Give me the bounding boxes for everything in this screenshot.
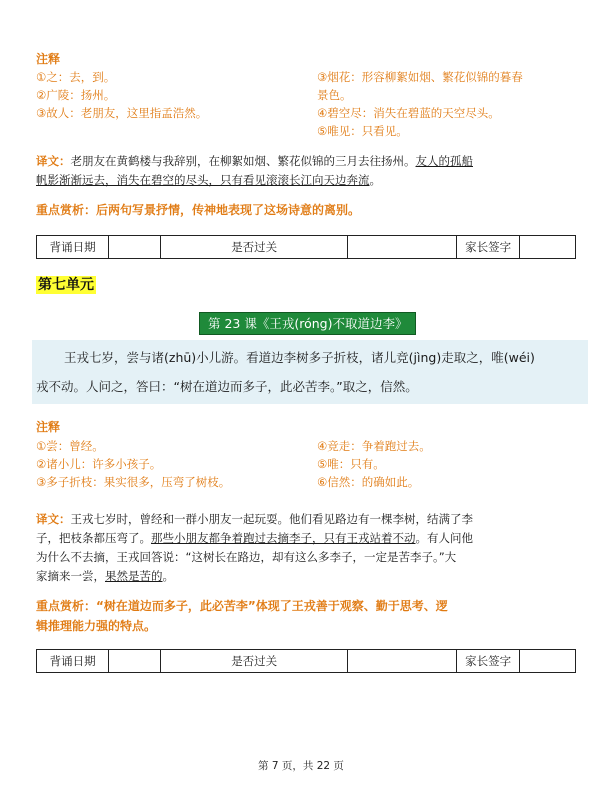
parent-sign-cell[interactable]: [519, 650, 575, 673]
sign-table: [36, 235, 576, 259]
note-item: ⑥信然：的确如此。: [317, 475, 420, 489]
translation-text: 。: [369, 173, 381, 187]
note-item: ②广陵：扬州。: [36, 88, 116, 102]
notes-heading: 注释: [36, 420, 61, 434]
translation-text: 老朋友在黄鹤楼与我辞别，在柳絮如烟、繁花似锦的三月去往扬州。: [70, 154, 416, 168]
notes-heading: 注释: [36, 52, 61, 66]
note-item: ⑤唯：只有。: [317, 457, 385, 471]
translation-text: 王戎七岁时，曾经和一群小朋友一起玩耍。他们看见路边有一棵李树，结满了李: [70, 512, 473, 526]
translation-text: 。有人问他: [415, 531, 473, 545]
note-item: ④竞走：争着跑过去。: [317, 439, 431, 453]
lesson-title: 第 23 课《王戎(róng)不取道边李》: [199, 312, 416, 335]
translation-line: 为什么不去摘，王戎回答说：“这树长在路边，却有这么多李子，一定是苦李子。”大: [36, 550, 457, 564]
note-item: ③故人：老朋友，这里指孟浩然。: [36, 106, 208, 120]
key-point: 辑推理能力强的特点。: [36, 619, 157, 633]
note-item: ④碧空尽：消失在碧蓝的天空尽头。: [317, 106, 500, 120]
translation-underlined: 果然是苦的: [105, 569, 163, 583]
passed-cell[interactable]: [347, 650, 456, 673]
parent-sign-label: 家长签字: [457, 650, 519, 673]
sign-table: [36, 649, 576, 673]
note-item: 景色。: [317, 88, 352, 102]
recite-date-cell[interactable]: [109, 650, 161, 673]
translation-underlined: 友人的孤船: [415, 154, 473, 168]
recite-date-cell[interactable]: [109, 236, 161, 259]
key-point: 重点赏析：后两句写景抒情，传神地表现了这场诗意的离别。: [36, 203, 361, 217]
page-footer: 第 7 页，共 22 页: [258, 760, 344, 772]
translation-text: 子，把枝条都压弯了。: [36, 531, 151, 545]
note-item: ⑤唯见：只看见。: [317, 124, 408, 138]
unit-title: 第七单元: [38, 277, 94, 293]
recite-date-label: 背诵日期: [37, 236, 109, 259]
key-point: 重点赏析：“树在道边而多子，此必苦李”体现了王戎善于观察、勤于思考、逻: [36, 599, 448, 613]
note-item: ②诸小儿：许多小孩子。: [36, 457, 162, 471]
note-item: ①之：去，到。: [36, 70, 116, 84]
translation-line: [36, 171, 381, 190]
recite-date-label: 背诵日期: [37, 650, 109, 673]
translation-label: 译文：: [36, 512, 71, 526]
translation-line: [36, 152, 473, 171]
translation-text: 家摘来一尝，: [36, 569, 105, 583]
note-item: ③烟花：形容柳絮如烟、繁花似锦的暮春: [317, 70, 523, 84]
note-item: ③多子折枝：果实很多，压弯了树枝。: [36, 475, 231, 489]
translation-underlined: 那些小朋友都争着跑过去摘李子，只有王戎站着不动: [151, 531, 416, 545]
classical-text-line: 王戎七岁，尝与诸(zhū)小儿游。看道边李树多子折枝，诸儿竞(jìng)走取之，唯(wéi): [64, 350, 535, 365]
translation-text: 。: [162, 569, 174, 583]
translation-label: 译文：: [36, 154, 71, 168]
translation-underlined: 帆影渐渐远去，消失在碧空的尽头，只有看见滚滚长江向天边奔流: [36, 173, 370, 187]
passed-label: 是否过关: [161, 236, 348, 259]
parent-sign-label: 家长签字: [457, 236, 519, 259]
translation-line: [36, 567, 174, 586]
lesson-title-box: [199, 313, 416, 332]
unit-heading: [36, 274, 96, 294]
translation-line: [36, 529, 473, 548]
translation-line: [36, 510, 473, 529]
parent-sign-cell[interactable]: [519, 236, 575, 259]
passed-cell[interactable]: [347, 236, 456, 259]
passed-label: 是否过关: [161, 650, 348, 673]
note-item: ①尝：曾经。: [36, 439, 104, 453]
classical-text-line: 戎不动。人问之，答曰：“树在道边而多子，此必苦李。”取之，信然。: [36, 379, 418, 394]
